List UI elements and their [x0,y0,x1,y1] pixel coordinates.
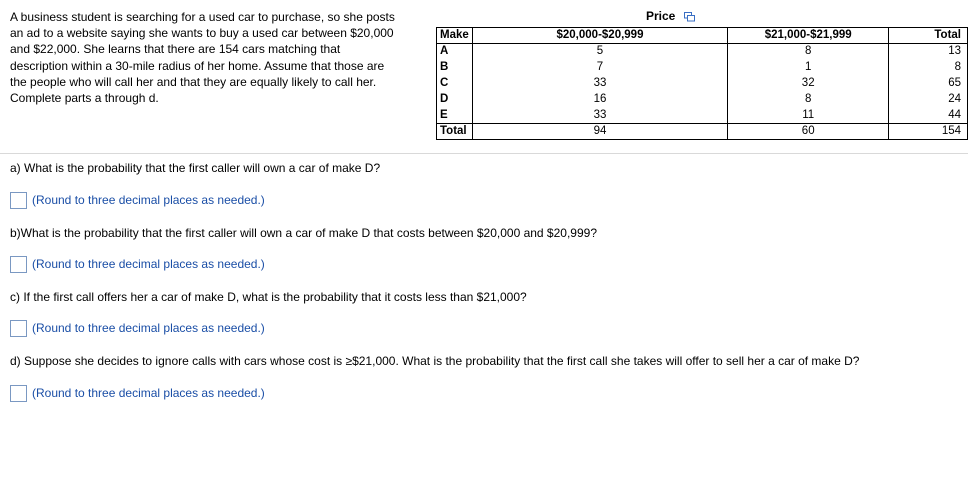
table-cell: 5 [472,44,727,60]
table-cell: 44 [889,108,968,124]
table-cell: 94 [472,124,727,140]
answer-input-c[interactable] [10,320,27,337]
answer-row-d [10,384,265,402]
table-row [437,76,968,92]
copy-icon[interactable] [684,12,695,22]
table-cell: 16 [472,92,727,108]
problem-intro [10,9,438,106]
table-cell: D [437,92,473,108]
answer-input-b[interactable] [10,256,27,273]
intro-line: Complete parts a through d. [10,91,159,106]
table-row [437,108,968,124]
column-header: $20,000-$20,999 [472,28,727,44]
table-cell: 33 [472,76,727,92]
table-cell: 60 [728,124,889,140]
table-cell: 1 [728,60,889,76]
table-row [437,44,968,60]
intro-line: description within a 30-mile radius of her home. Assume that those are [10,58,385,73]
table-cell: 8 [728,44,889,60]
price-header: Price [646,9,676,23]
question-a: a) What is the probability that the first caller will own a car of make D? [10,161,381,175]
intro-line: and $22,000. She learns that there are 154 cars matching that [10,42,341,57]
table-row [437,60,968,76]
table-cell: 13 [889,44,968,60]
table-cell: E [437,108,473,124]
table-cell: Total [437,124,473,140]
rounding-hint: (Round to three decimal places as needed.) [32,193,265,207]
table-cell: 65 [889,76,968,92]
table-cell: 33 [472,108,727,124]
answer-input-d[interactable] [10,385,27,402]
table-cell: A [437,44,473,60]
table-cell: 24 [889,92,968,108]
answer-input-a[interactable] [10,192,27,209]
table-cell: B [437,60,473,76]
question-b: b)What is the probability that the first caller will own a car of make D that costs between $20,000 and $20,999? [10,226,597,240]
intro-line: an ad to a website saying she wants to buy a used car between $20,000 [10,26,394,41]
table-cell: C [437,76,473,92]
data-table [436,27,968,140]
table-row [437,92,968,108]
intro-line: A business student is searching for a used car to purchase, so she posts [10,10,395,24]
table-total-row [437,124,968,140]
table-cell: 154 [889,124,968,140]
column-header: Make [437,28,473,44]
table-cell: 32 [728,76,889,92]
table-cell: 11 [728,108,889,124]
rounding-hint: (Round to three decimal places as needed.) [32,386,265,400]
intro-line: the people who will call her and that they are equally likely to call her. [10,74,377,89]
rounding-hint: (Round to three decimal places as needed.) [32,321,265,335]
table-cell: 8 [728,92,889,108]
column-header: $21,000-$21,999 [728,28,889,44]
question-c: c) If the first call offers her a car of make D, what is the probability that it costs less than $21,000? [10,290,527,304]
column-header: Total [889,28,968,44]
question-d: d) Suppose she decides to ignore calls with cars whose cost is ≥$21,000. What is the probability that the first call she takes will offer to sell her a car of make D? [10,354,860,368]
answer-row-c [10,319,265,337]
table-cell: 8 [889,60,968,76]
answer-row-a [10,191,265,209]
table-cell: 7 [472,60,727,76]
answer-row-b [10,255,265,273]
table-header-row [437,28,968,44]
section-divider [0,153,968,154]
rounding-hint: (Round to three decimal places as needed.) [32,257,265,271]
